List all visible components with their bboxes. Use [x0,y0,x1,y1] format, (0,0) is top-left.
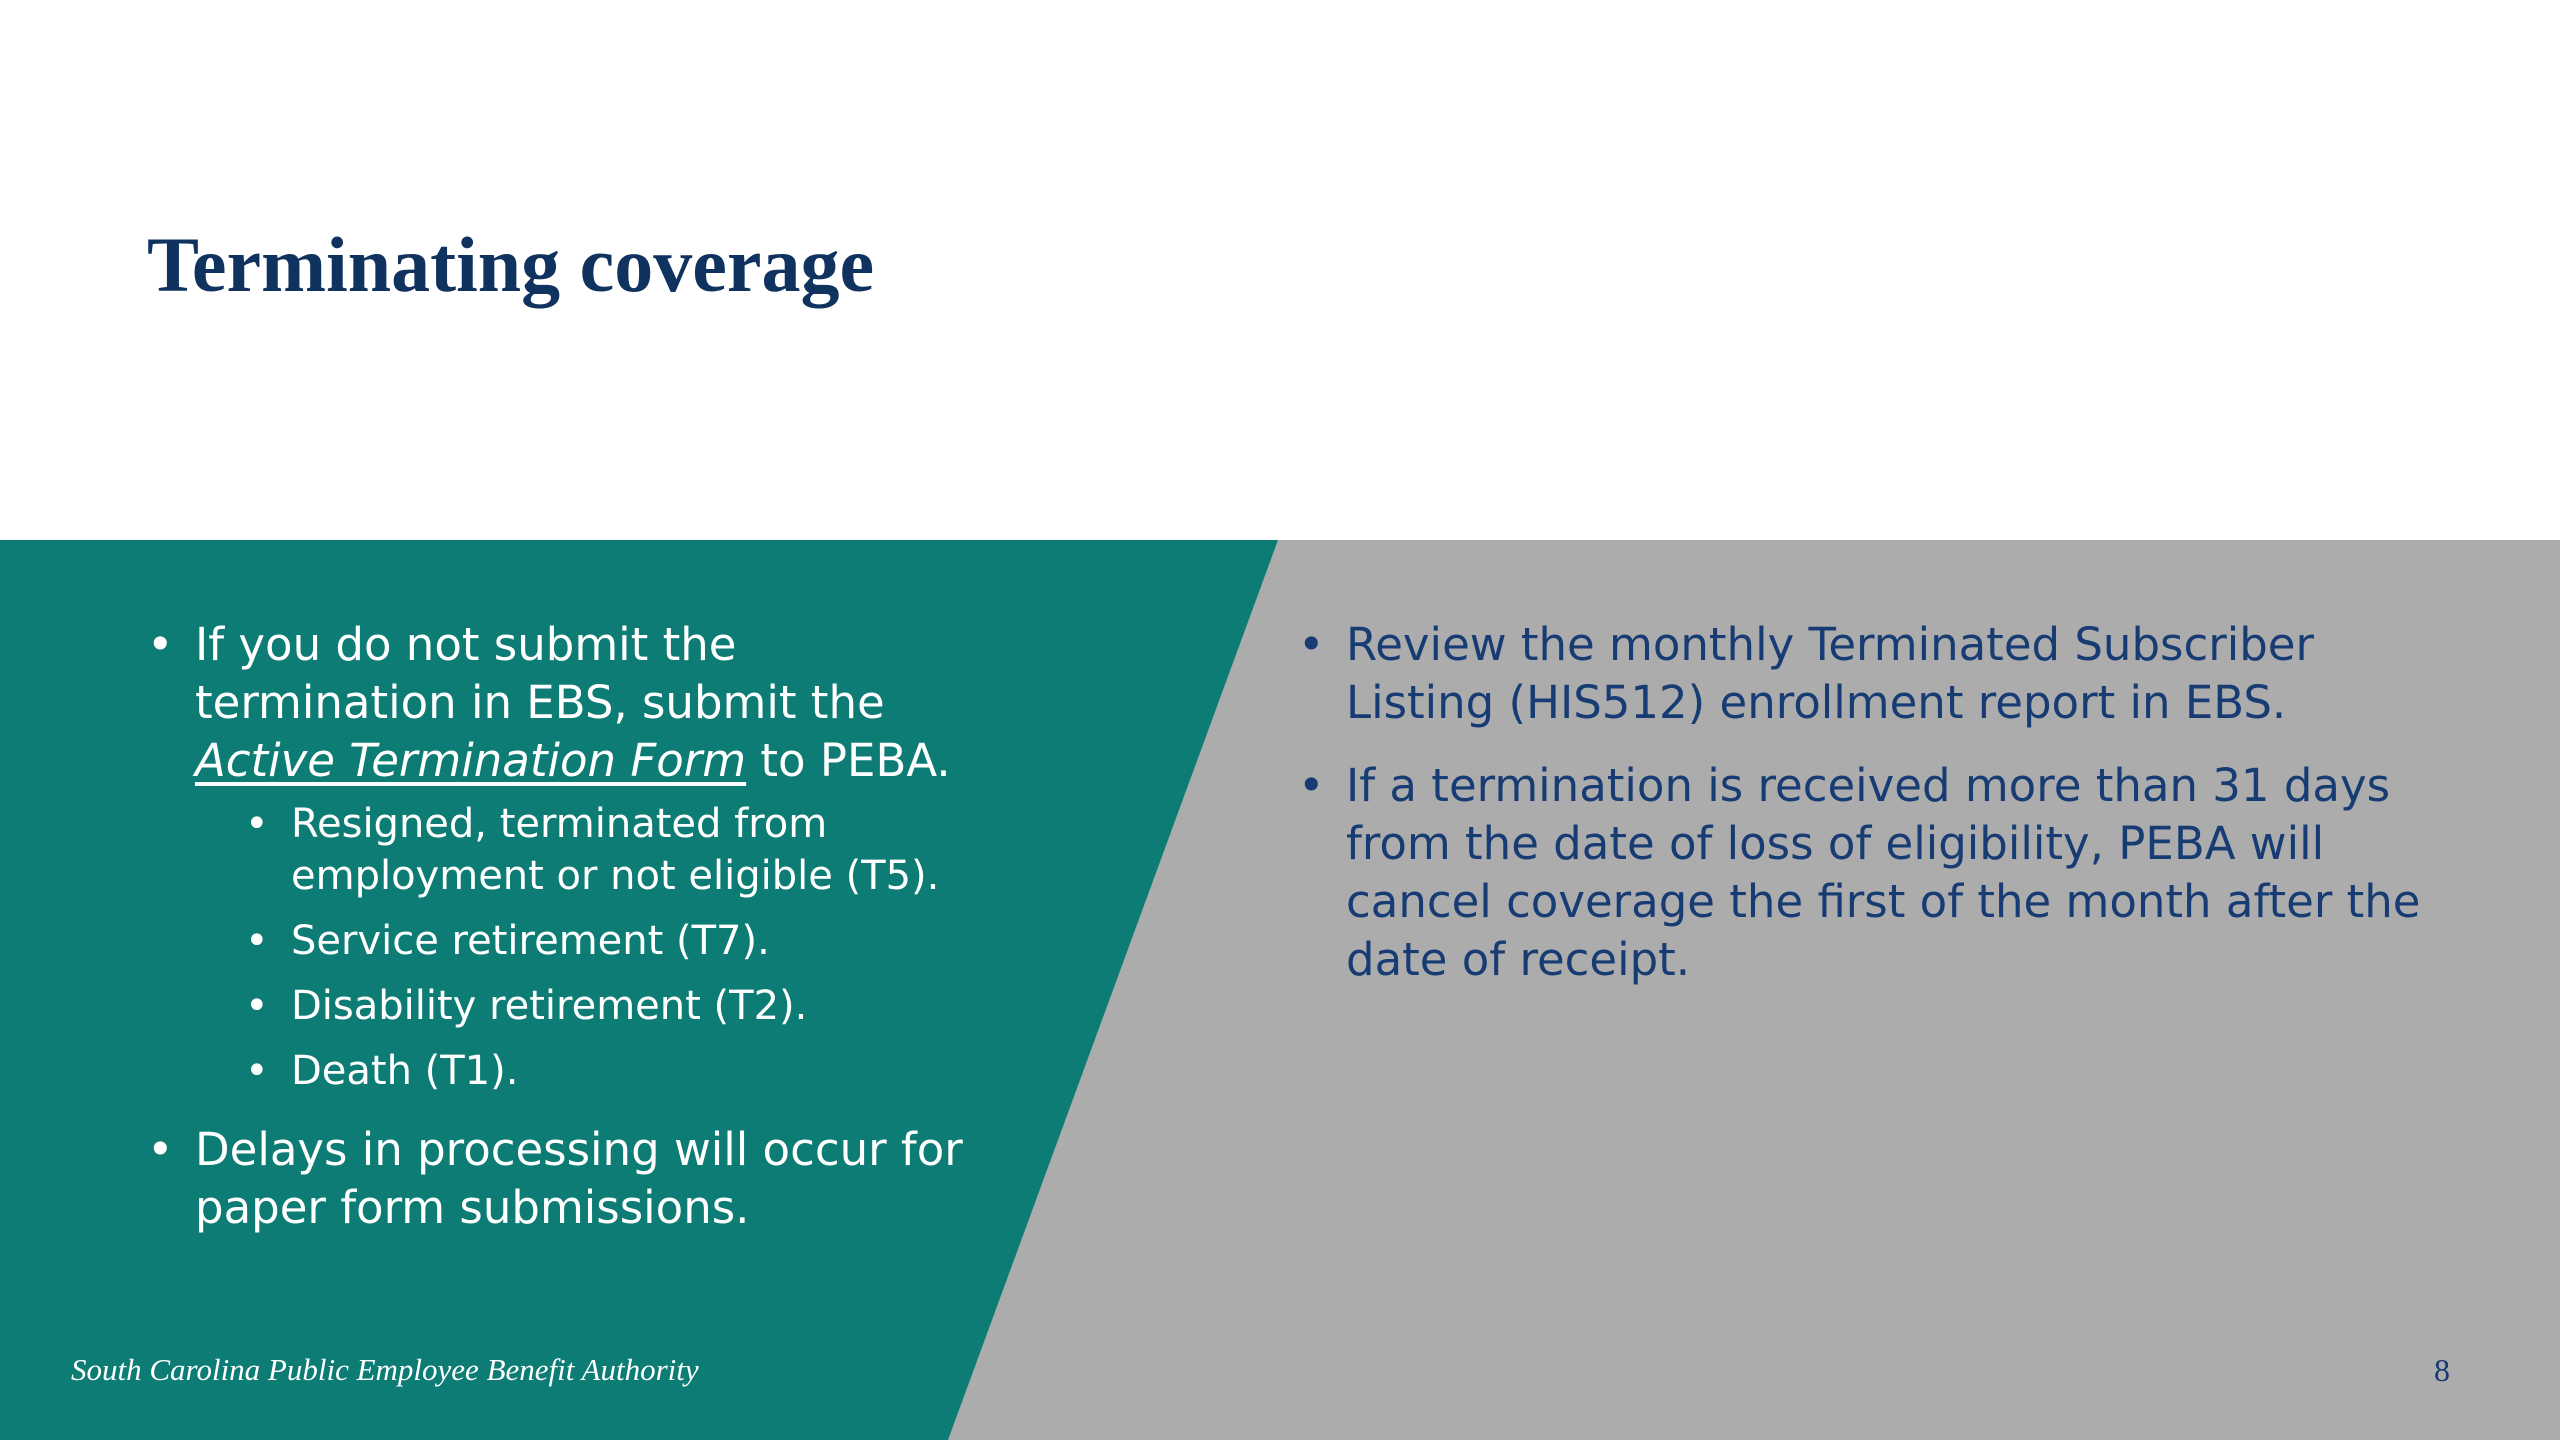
page-number: 8 [2434,1352,2450,1388]
bullet-review-report: • Review the monthly Terminated Subscriber Listing (HIS512) enrollment report in EBS. [1298,616,2438,732]
left-bullet-list [147,616,1007,1261]
slide-title: Terminating coverage [147,221,875,308]
bullet-termination-submission [147,616,1007,1097]
sub-item-resigned: • Resigned, terminated from employment or not eligible (T5). [243,798,1007,902]
sub-item-death: • Death (T1). [243,1045,1007,1097]
sub-item-disability-retirement: • Disability retirement (T2). [243,980,1007,1032]
bullet-processing-delays: • Delays in processing will occur for paper form submissions. [147,1121,1007,1237]
footer-organization: South Carolina Public Employee Benefit Authority [71,1352,699,1387]
sub-item-service-retirement: • Service retirement (T7). [243,915,1007,967]
bullet-text-start: If you do not submit the termination in EBS, submit the [195,618,885,729]
right-bullet-list [1298,616,2438,1014]
bullet-text-end: to PEBA. [746,734,951,787]
active-termination-form-link[interactable]: Active Termination Form [195,734,747,787]
termination-reason-list [195,798,1007,1097]
bullet-late-termination: • If a termination is received more than 31 days from the date of loss of eligibility, PEBA will cancel coverage the first of the month after the date of receipt. [1298,757,2438,989]
